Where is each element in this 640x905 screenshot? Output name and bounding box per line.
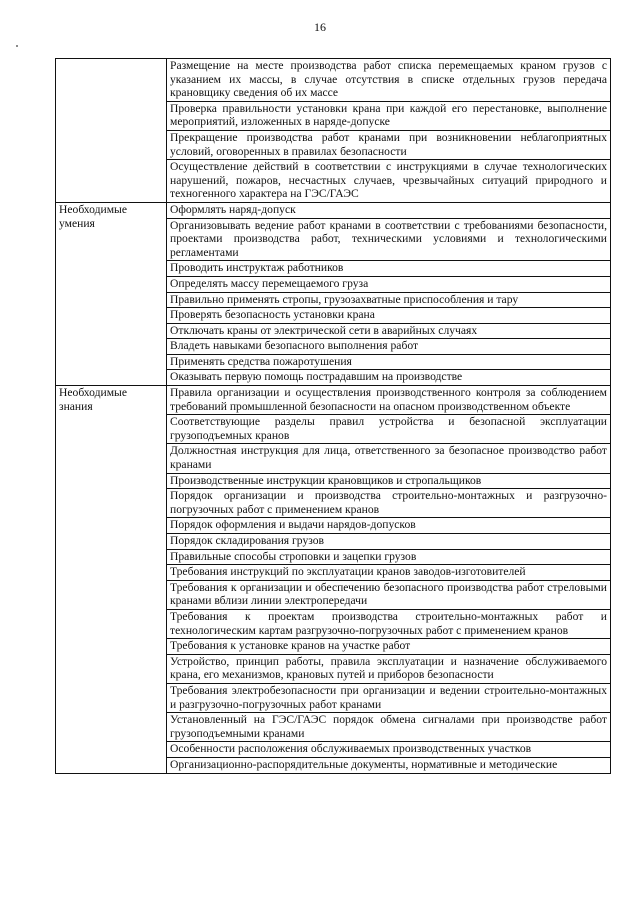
requirement-cell: Применять средства пожаротушения xyxy=(167,354,611,370)
requirement-cell: Осуществление действий в соответствии с инструкциями в случае технологических нарушений, пожаров, несчастных случаев, чрезвычайных ситуаций природного и техногенного характера на ГЭС/ГАЭС xyxy=(167,160,611,203)
requirement-cell: Проводить инструктаж работников xyxy=(167,261,611,277)
requirement-cell: Производственные инструкции крановщиков и стропальщиков xyxy=(167,473,611,489)
requirement-cell: Определять массу перемещаемого груза xyxy=(167,276,611,292)
group-label xyxy=(56,59,167,203)
requirement-cell: Требования электробезопасности при организации и ведении строительно-монтажных и разгрузочно-погрузочных работ кранами xyxy=(167,683,611,712)
requirement-cell: Размещение на месте производства работ списка перемещаемых краном грузов с указанием их массы, в случае отсутствия в списке отдельных грузов передача крановщику сведения об их массе xyxy=(167,59,611,102)
requirement-cell: Установленный на ГЭС/ГАЭС порядок обмена сигналами при производстве работ грузоподъемными кранами xyxy=(167,713,611,742)
requirement-cell: Особенности расположения обслуживаемых производственных участков xyxy=(167,742,611,758)
requirement-cell: Порядок складирования грузов xyxy=(167,534,611,550)
requirement-cell: Требования инструкций по эксплуатации кранов заводов-изготовителей xyxy=(167,565,611,581)
requirement-cell: Прекращение производства работ кранами при возникновении неблагоприятных условий, оговоренных в правилах безопасности xyxy=(167,130,611,159)
requirement-cell: Правильные способы строповки и зацепки грузов xyxy=(167,549,611,565)
group-label: Необходимые знания xyxy=(56,386,167,773)
requirement-cell: Порядок оформления и выдачи нарядов-допусков xyxy=(167,518,611,534)
requirement-cell: Требования к установке кранов на участке работ xyxy=(167,639,611,655)
requirements-table-body xyxy=(56,59,611,774)
requirement-cell: Оказывать первую помощь пострадавшим на производстве xyxy=(167,370,611,386)
requirement-cell: Проверка правильности установки крана при каждой его перестановке, выполнение мероприятий, изложенных в наряде-допуске xyxy=(167,101,611,130)
requirement-cell: Правила организации и осуществления производственного контроля за соблюдением требований промышленной безопасности на опасном производственном объекте xyxy=(167,386,611,415)
scan-speck xyxy=(16,45,18,47)
requirement-cell: Оформлять наряд-допуск xyxy=(167,202,611,218)
table-row xyxy=(56,202,611,218)
requirement-cell: Отключать краны от электрической сети в аварийных случаях xyxy=(167,323,611,339)
requirements-table xyxy=(55,58,611,774)
table-row xyxy=(56,59,611,102)
requirement-cell: Соответствующие разделы правил устройства и безопасной эксплуатации грузоподъемных кранов xyxy=(167,415,611,444)
group-label: Необходимые умения xyxy=(56,202,167,385)
requirement-cell: Должностная инструкция для лица, ответственного за безопасное производство работ кранами xyxy=(167,444,611,473)
requirement-cell: Правильно применять стропы, грузозахватные приспособления и тару xyxy=(167,292,611,308)
requirement-cell: Порядок организации и производства строительно-монтажных и разгрузочно-погрузочных работ с применением кранов xyxy=(167,489,611,518)
requirement-cell: Проверять безопасность установки крана xyxy=(167,308,611,324)
page-number: 16 xyxy=(314,20,326,34)
requirement-cell: Требования к проектам производства строительно-монтажных работ и технологическим картам разгрузочно-погрузочных работ с применением кранов xyxy=(167,609,611,638)
requirement-cell: Организовывать ведение работ кранами в соответствии с требованиями безопасности, проектами производства работ, техническими условиями и технологическими регламентами xyxy=(167,218,611,261)
requirement-cell: Организационно-распорядительные документы, нормативные и методические xyxy=(167,757,611,773)
requirement-cell: Устройство, принцип работы, правила эксплуатации и назначение обслуживаемого крана, его механизмов, крановых путей и приборов безопасности xyxy=(167,654,611,683)
requirement-cell: Требования к организации и обеспечению безопасного производства работ стреловыми кранами вблизи линии электропередачи xyxy=(167,580,611,609)
requirement-cell: Владеть навыками безопасного выполнения работ xyxy=(167,339,611,355)
table-row xyxy=(56,386,611,415)
